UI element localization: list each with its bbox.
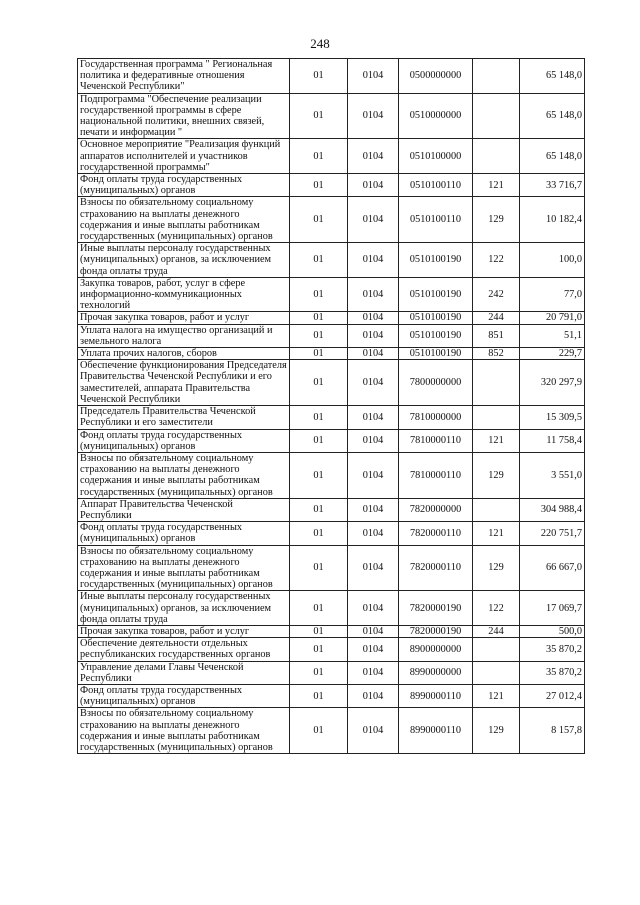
row-target-article: 0510100190	[399, 312, 473, 324]
row-section: 01	[290, 708, 348, 754]
table-row	[78, 625, 585, 637]
table-row	[78, 59, 585, 94]
row-expense-type: 121	[473, 429, 520, 452]
row-section: 01	[290, 277, 348, 312]
row-expense-type	[473, 498, 520, 521]
row-subsection: 0104	[348, 625, 399, 637]
row-expense-type: 851	[473, 324, 520, 347]
row-expense-type: 244	[473, 625, 520, 637]
table-row	[78, 197, 585, 243]
table-row	[78, 360, 585, 406]
row-target-article: 7820000110	[399, 545, 473, 591]
row-target-article: 0510000000	[399, 93, 473, 139]
row-section: 01	[290, 545, 348, 591]
row-target-article: 0510100190	[399, 243, 473, 278]
table-row	[78, 139, 585, 174]
table-row	[78, 324, 585, 347]
row-name: Основное мероприятие "Реализация функций аппаратов исполнителей и участников государственной программы"	[78, 139, 290, 174]
row-target-article: 7820000190	[399, 591, 473, 626]
row-subsection: 0104	[348, 59, 399, 94]
row-name: Взносы по обязательному социальному страхованию на выплаты денежного содержания и иные выплаты работникам государственных (муниципальных) органов	[78, 452, 290, 498]
row-amount: 77,0	[520, 277, 585, 312]
row-amount: 100,0	[520, 243, 585, 278]
row-amount: 65 148,0	[520, 59, 585, 94]
table-row	[78, 312, 585, 324]
table-row	[78, 429, 585, 452]
row-subsection: 0104	[348, 174, 399, 197]
row-expense-type	[473, 139, 520, 174]
row-target-article: 7820000000	[399, 498, 473, 521]
row-section: 01	[290, 638, 348, 661]
row-expense-type: 242	[473, 277, 520, 312]
table-row	[78, 348, 585, 360]
row-name: Фонд оплаты труда государственных (муниципальных) органов	[78, 684, 290, 707]
row-amount: 3 551,0	[520, 452, 585, 498]
row-expense-type: 122	[473, 591, 520, 626]
table-row	[78, 406, 585, 429]
table-row	[78, 591, 585, 626]
row-subsection: 0104	[348, 312, 399, 324]
row-subsection: 0104	[348, 277, 399, 312]
row-expense-type: 852	[473, 348, 520, 360]
row-section: 01	[290, 452, 348, 498]
row-name: Прочая закупка товаров, работ и услуг	[78, 625, 290, 637]
row-target-article: 0510100110	[399, 174, 473, 197]
row-section: 01	[290, 429, 348, 452]
row-expense-type: 244	[473, 312, 520, 324]
row-section: 01	[290, 498, 348, 521]
row-subsection: 0104	[348, 324, 399, 347]
row-amount: 35 870,2	[520, 638, 585, 661]
row-target-article: 7810000110	[399, 452, 473, 498]
table-row	[78, 661, 585, 684]
row-expense-type: 129	[473, 197, 520, 243]
row-target-article: 0510100190	[399, 324, 473, 347]
row-expense-type	[473, 360, 520, 406]
table-row	[78, 684, 585, 707]
row-name: Управление делами Главы Чеченской Республики	[78, 661, 290, 684]
row-section: 01	[290, 684, 348, 707]
row-subsection: 0104	[348, 591, 399, 626]
row-section: 01	[290, 197, 348, 243]
row-name: Взносы по обязательному социальному страхованию на выплаты денежного содержания и иные выплаты работникам государственных (муниципальных) органов	[78, 197, 290, 243]
row-subsection: 0104	[348, 243, 399, 278]
row-section: 01	[290, 59, 348, 94]
row-amount: 17 069,7	[520, 591, 585, 626]
row-target-article: 8990000110	[399, 684, 473, 707]
row-amount: 229,7	[520, 348, 585, 360]
row-section: 01	[290, 312, 348, 324]
row-amount: 304 988,4	[520, 498, 585, 521]
row-subsection: 0104	[348, 348, 399, 360]
row-subsection: 0104	[348, 545, 399, 591]
row-target-article: 8990000000	[399, 661, 473, 684]
row-amount: 66 667,0	[520, 545, 585, 591]
row-name: Иные выплаты персоналу государственных (муниципальных) органов, за исключением фонда оплаты труда	[78, 243, 290, 278]
row-subsection: 0104	[348, 708, 399, 754]
row-section: 01	[290, 661, 348, 684]
row-target-article: 7820000110	[399, 522, 473, 545]
table-row	[78, 93, 585, 139]
row-amount: 33 716,7	[520, 174, 585, 197]
row-subsection: 0104	[348, 360, 399, 406]
row-amount: 500,0	[520, 625, 585, 637]
row-section: 01	[290, 243, 348, 278]
row-amount: 35 870,2	[520, 661, 585, 684]
row-amount: 8 157,8	[520, 708, 585, 754]
row-section: 01	[290, 174, 348, 197]
table-row	[78, 638, 585, 661]
row-subsection: 0104	[348, 498, 399, 521]
row-subsection: 0104	[348, 93, 399, 139]
row-subsection: 0104	[348, 638, 399, 661]
row-section: 01	[290, 139, 348, 174]
table-row	[78, 545, 585, 591]
table-row	[78, 243, 585, 278]
row-section: 01	[290, 93, 348, 139]
row-amount: 10 182,4	[520, 197, 585, 243]
row-expense-type: 129	[473, 708, 520, 754]
row-subsection: 0104	[348, 452, 399, 498]
row-subsection: 0104	[348, 684, 399, 707]
row-name: Уплата налога на имущество организаций и земельного налога	[78, 324, 290, 347]
row-amount: 51,1	[520, 324, 585, 347]
budget-table-body	[78, 59, 585, 754]
row-name: Взносы по обязательному социальному страхованию на выплаты денежного содержания и иные выплаты работникам государственных (муниципальных) органов	[78, 545, 290, 591]
row-expense-type	[473, 638, 520, 661]
row-amount: 27 012,4	[520, 684, 585, 707]
table-row	[78, 174, 585, 197]
row-expense-type	[473, 93, 520, 139]
row-subsection: 0104	[348, 429, 399, 452]
row-section: 01	[290, 360, 348, 406]
row-name: Государственная программа " Региональная политика и федеративные отношения Чеченской Республики"	[78, 59, 290, 94]
row-target-article: 0510100190	[399, 348, 473, 360]
row-section: 01	[290, 522, 348, 545]
table-row	[78, 708, 585, 754]
row-amount: 220 751,7	[520, 522, 585, 545]
row-section: 01	[290, 625, 348, 637]
row-name: Фонд оплаты труда государственных (муниципальных) органов	[78, 522, 290, 545]
table-row	[78, 452, 585, 498]
row-expense-type: 121	[473, 522, 520, 545]
row-section: 01	[290, 324, 348, 347]
row-amount: 65 148,0	[520, 93, 585, 139]
row-section: 01	[290, 348, 348, 360]
row-section: 01	[290, 406, 348, 429]
row-name: Аппарат Правительства Чеченской Республики	[78, 498, 290, 521]
row-name: Уплата прочих налогов, сборов	[78, 348, 290, 360]
row-expense-type	[473, 661, 520, 684]
row-name: Обеспечение функционирования Председателя Правительства Чеченской Республики и его заместителей, аппарата Правительства Чеченской Республики	[78, 360, 290, 406]
row-expense-type	[473, 406, 520, 429]
page-number: 248	[310, 36, 330, 51]
row-amount: 11 758,4	[520, 429, 585, 452]
row-name: Фонд оплаты труда государственных (муниципальных) органов	[78, 429, 290, 452]
row-target-article: 8990000110	[399, 708, 473, 754]
row-name: Иные выплаты персоналу государственных (муниципальных) органов, за исключением фонда оплаты труда	[78, 591, 290, 626]
row-expense-type	[473, 59, 520, 94]
row-target-article: 0510100110	[399, 197, 473, 243]
row-expense-type: 122	[473, 243, 520, 278]
row-target-article: 0510100190	[399, 277, 473, 312]
table-row	[78, 277, 585, 312]
row-target-article: 7800000000	[399, 360, 473, 406]
row-name: Подпрограмма "Обеспечение реализации государственной программы в сфере национальной политики, внешних связей, печати и информации "	[78, 93, 290, 139]
row-expense-type: 121	[473, 174, 520, 197]
table-row	[78, 522, 585, 545]
row-name: Закупка товаров, работ, услуг в сфере информационно-коммуникационных технологий	[78, 277, 290, 312]
row-target-article: 0500000000	[399, 59, 473, 94]
row-target-article: 8900000000	[399, 638, 473, 661]
row-target-article: 7810000110	[399, 429, 473, 452]
row-subsection: 0104	[348, 522, 399, 545]
row-amount: 20 791,0	[520, 312, 585, 324]
row-subsection: 0104	[348, 661, 399, 684]
row-target-article: 7820000190	[399, 625, 473, 637]
row-name: Фонд оплаты труда государственных (муниципальных) органов	[78, 174, 290, 197]
row-name: Обеспечение деятельности отдельных республиканских государственных органов	[78, 638, 290, 661]
row-name: Взносы по обязательному социальному страхованию на выплаты денежного содержания и иные выплаты работникам государственных (муниципальных) органов	[78, 708, 290, 754]
row-target-article: 7810000000	[399, 406, 473, 429]
row-amount: 320 297,9	[520, 360, 585, 406]
row-target-article: 0510100000	[399, 139, 473, 174]
row-amount: 15 309,5	[520, 406, 585, 429]
row-amount: 65 148,0	[520, 139, 585, 174]
row-expense-type: 121	[473, 684, 520, 707]
row-expense-type: 129	[473, 452, 520, 498]
row-subsection: 0104	[348, 406, 399, 429]
row-expense-type: 129	[473, 545, 520, 591]
row-section: 01	[290, 591, 348, 626]
table-row	[78, 498, 585, 521]
row-name: Председатель Правительства Чеченской Республики и его заместители	[78, 406, 290, 429]
row-subsection: 0104	[348, 197, 399, 243]
budget-table	[77, 58, 585, 754]
row-subsection: 0104	[348, 139, 399, 174]
row-name: Прочая закупка товаров, работ и услуг	[78, 312, 290, 324]
